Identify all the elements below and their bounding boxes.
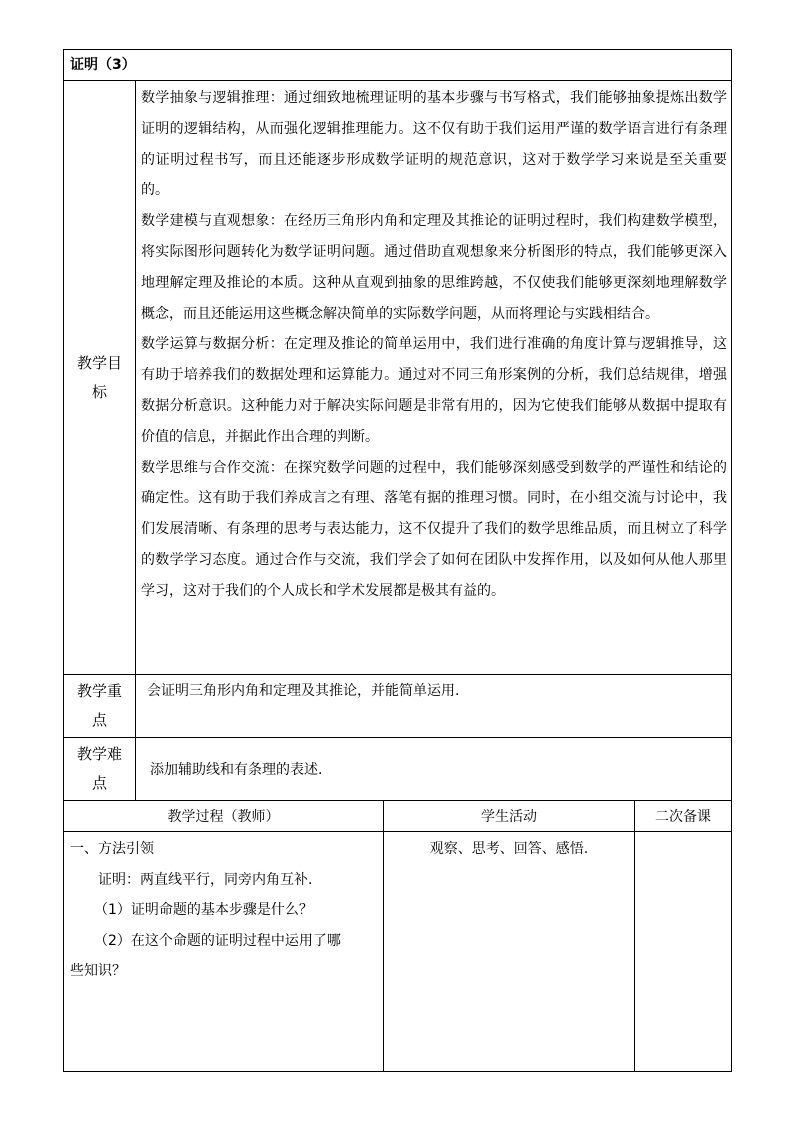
difficulties-label-cell (64, 738, 136, 801)
key-points-label-cell (64, 675, 136, 738)
student-activity-content: 观察、思考、回答、感悟. (384, 832, 635, 1072)
second-prep-content (635, 832, 732, 1072)
proof-statement: 证明：两直线平行，同旁内角互补. (98, 871, 313, 888)
question-2-line-2: 些知识？ (70, 963, 126, 979)
objective-computation: 数学运算与数据分析：在定理及推论的简单运用中，我们进行准确的角度计算与逻辑推导，这有助于培养我们的数据处理和运算能力。通过对不同三角形案例的分析，我们总结规律，增强数据分析意识。这种能力对于解决实际问题是非常有用的，因为它使我们能够从数据中提取有价值的信息，并据此作出合理的判断。 (141, 336, 727, 445)
process-content-row (64, 832, 732, 1072)
key-points-row (64, 675, 732, 738)
lesson-title: 证明（3） (64, 50, 732, 81)
title-row (64, 50, 732, 81)
teacher-process-content (64, 832, 384, 1072)
question-2-line-1: （2）在这个命题的证明过程中运用了哪 (94, 932, 341, 949)
objectives-label: 教学目标 (76, 353, 122, 401)
difficulties-label: 教学难点 (76, 745, 122, 792)
second-prep-header: 二次备课 (635, 801, 732, 832)
process-header-row (64, 801, 732, 832)
objective-communication: 数学思维与合作交流：在探究数学问题的过程中，我们能够深刻感受到数学的严谨性和结论的确定性。这有助于我们养成言之有理、落笔有据的推理习惯。同时，在小组交流与讨论中，我们发展清晰、有条理的思考与表达能力，这不仅提升了我们的数学思维品质，而且树立了科学的数学学习态度。通过合作与交流，我们学会了如何在团队中发挥作用，以及如何从他人那里学习，这对于我们的个人成长和学术发展都是极其有益的。 (141, 459, 727, 599)
objective-modeling: 数学建模与直观想象：在经历三角形内角和定理及其推论的证明过程时，我们构建数学模型，将实际图形问题转化为数学证明问题。通过借助直观想象来分析图形的特点，我们能够更深入地理解定理及推论的本质。这种从直观到抽象的思维跨越，不仅使我们能够更深刻地理解数学概念，而且还能运用这些概念解决简单的实际数学问题，从而将理论与实践相结合。 (141, 213, 727, 322)
lesson-info-table (63, 49, 732, 801)
difficulties-row (64, 738, 732, 801)
question-1: （1）证明命题的基本步骤是什么？ (94, 902, 313, 918)
teaching-process-table (63, 800, 732, 1072)
key-points-label: 教学重点 (76, 682, 122, 729)
key-points-text: 会证明三角形内角和定理及其推论，并能简单运用. (136, 675, 732, 738)
objectives-content (136, 81, 732, 675)
teacher-process-header: 教学过程（教师） (64, 801, 384, 832)
objective-abstraction: 数学抽象与逻辑推理：通过细致地梳理证明的基本步骤与书写格式，我们能够抽象提炼出数学证明的逻辑结构，从而强化逻辑推理能力。这不仅有助于我们运用严谨的数学语言进行有条理的证明过程书写，而且还能逐步形成数学证明的规范意识，这对于数学学习来说是至关重要的。 (141, 90, 727, 199)
objectives-row (64, 81, 732, 675)
difficulties-text: 添加辅助线和有条理的表述. (136, 738, 732, 801)
method-section-heading: 一、方法引领 (70, 841, 154, 857)
student-activity-header: 学生活动 (384, 801, 635, 832)
objectives-label-cell (64, 81, 136, 675)
lesson-plan-page (63, 49, 731, 1072)
